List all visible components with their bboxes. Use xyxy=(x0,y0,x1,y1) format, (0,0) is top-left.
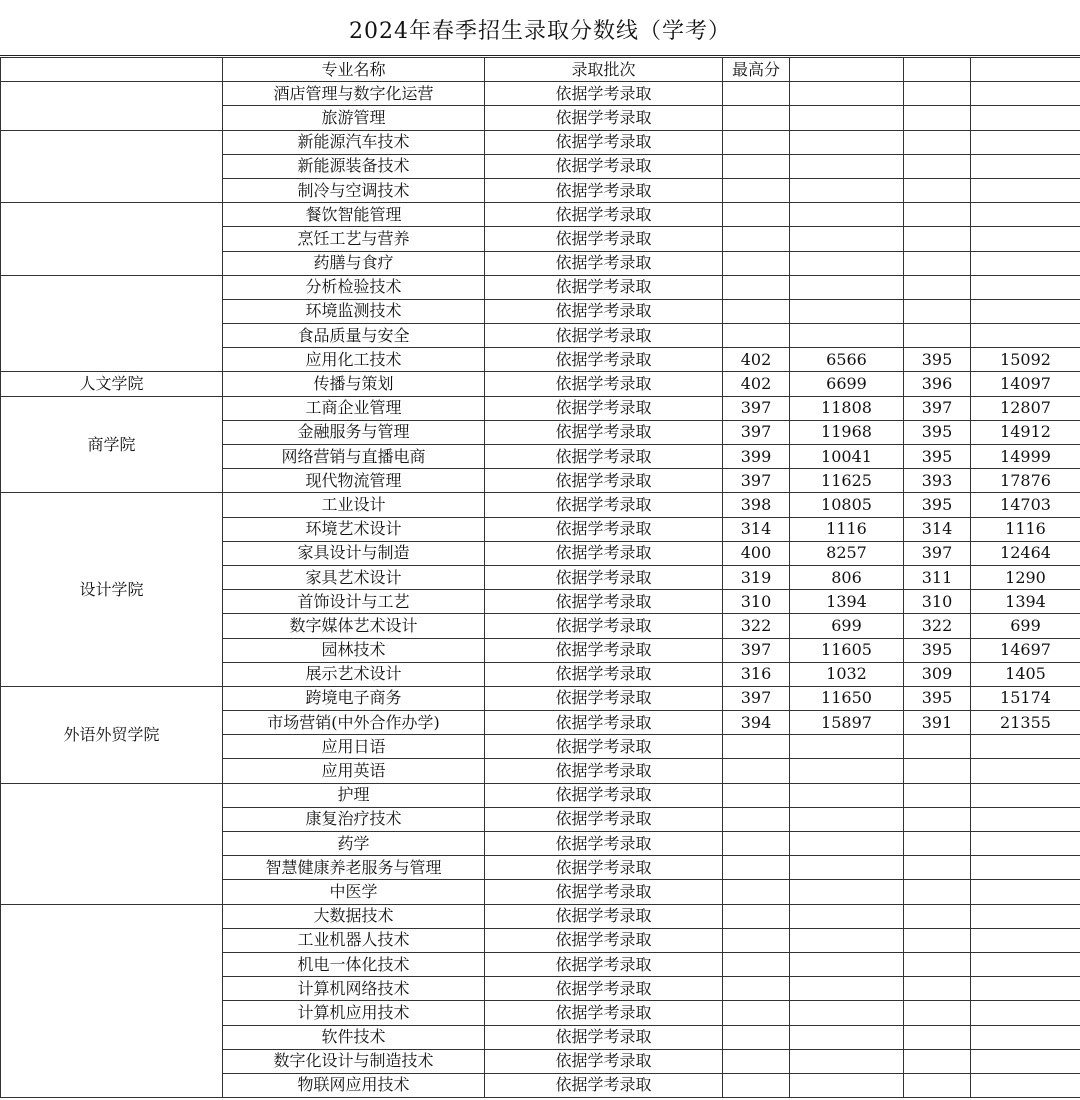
min-rank xyxy=(971,977,1080,1001)
admission-batch: 依据学考录取 xyxy=(485,735,723,759)
major-name: 烹饪工艺与营养 xyxy=(223,227,485,251)
max-score xyxy=(723,154,790,178)
college-name xyxy=(1,82,223,130)
min-score xyxy=(904,807,971,831)
major-name: 跨境电子商务 xyxy=(223,686,485,710)
major-name: 物联网应用技术 xyxy=(223,1073,485,1097)
min-score xyxy=(904,1025,971,1049)
min-score xyxy=(904,928,971,952)
min-rank: 699 xyxy=(971,614,1080,638)
header-min-score xyxy=(904,58,971,82)
admission-batch: 依据学考录取 xyxy=(485,614,723,638)
major-name: 金融服务与管理 xyxy=(223,420,485,444)
header-max-score: 最高分 xyxy=(723,58,790,82)
max-score xyxy=(723,1001,790,1025)
major-name: 中医学 xyxy=(223,880,485,904)
max-rank: 8257 xyxy=(790,541,904,565)
college-name xyxy=(1,203,223,276)
admission-batch: 依据学考录取 xyxy=(485,928,723,952)
max-rank xyxy=(790,1001,904,1025)
max-rank: 6699 xyxy=(790,372,904,396)
max-score xyxy=(723,759,790,783)
admission-batch: 依据学考录取 xyxy=(485,154,723,178)
admission-batch: 依据学考录取 xyxy=(485,711,723,735)
max-rank xyxy=(790,952,904,976)
min-rank xyxy=(971,227,1080,251)
min-score xyxy=(904,82,971,106)
min-rank: 12464 xyxy=(971,541,1080,565)
major-name: 机电一体化技术 xyxy=(223,952,485,976)
max-score xyxy=(723,783,790,807)
admission-batch: 依据学考录取 xyxy=(485,227,723,251)
major-name: 制冷与空调技术 xyxy=(223,178,485,202)
min-score xyxy=(904,251,971,275)
max-score: 398 xyxy=(723,493,790,517)
min-rank xyxy=(971,130,1080,154)
major-name: 传播与策划 xyxy=(223,372,485,396)
min-rank xyxy=(971,275,1080,299)
max-rank xyxy=(790,154,904,178)
admission-batch: 依据学考录取 xyxy=(485,420,723,444)
major-name: 康复治疗技术 xyxy=(223,807,485,831)
admission-batch: 依据学考录取 xyxy=(485,662,723,686)
max-rank: 11808 xyxy=(790,396,904,420)
max-score xyxy=(723,178,790,202)
max-rank: 1032 xyxy=(790,662,904,686)
min-rank: 14999 xyxy=(971,445,1080,469)
admission-batch: 依据学考录取 xyxy=(485,880,723,904)
max-rank xyxy=(790,1049,904,1073)
admission-batch: 依据学考录取 xyxy=(485,372,723,396)
max-rank: 11968 xyxy=(790,420,904,444)
max-score xyxy=(723,130,790,154)
min-score xyxy=(904,1073,971,1097)
max-score: 397 xyxy=(723,469,790,493)
max-score xyxy=(723,82,790,106)
major-name: 护理 xyxy=(223,783,485,807)
min-rank xyxy=(971,880,1080,904)
admission-batch: 依据学考录取 xyxy=(485,565,723,589)
admission-batch: 依据学考录取 xyxy=(485,541,723,565)
admission-batch: 依据学考录取 xyxy=(485,251,723,275)
min-score: 396 xyxy=(904,372,971,396)
major-name: 旅游管理 xyxy=(223,106,485,130)
major-name: 分析检验技术 xyxy=(223,275,485,299)
admission-batch: 依据学考录取 xyxy=(485,275,723,299)
min-rank xyxy=(971,783,1080,807)
min-score xyxy=(904,130,971,154)
major-name: 工商企业管理 xyxy=(223,396,485,420)
admission-batch: 依据学考录取 xyxy=(485,759,723,783)
min-rank xyxy=(971,203,1080,227)
min-score xyxy=(904,106,971,130)
major-name: 新能源汽车技术 xyxy=(223,130,485,154)
min-score: 395 xyxy=(904,493,971,517)
admission-batch: 依据学考录取 xyxy=(485,590,723,614)
admission-batch: 依据学考录取 xyxy=(485,299,723,323)
min-rank xyxy=(971,178,1080,202)
college-name xyxy=(1,783,223,904)
min-rank xyxy=(971,807,1080,831)
min-rank xyxy=(971,1073,1080,1097)
admission-batch: 依据学考录取 xyxy=(485,952,723,976)
title-bar xyxy=(0,0,1080,56)
max-score: 310 xyxy=(723,590,790,614)
max-rank xyxy=(790,324,904,348)
min-score xyxy=(904,904,971,928)
college-name: 设计学院 xyxy=(1,493,223,687)
max-rank xyxy=(790,783,904,807)
page-title: 2024年春季招生录取分数线（学考） xyxy=(349,19,731,44)
min-rank xyxy=(971,82,1080,106)
min-rank xyxy=(971,832,1080,856)
admission-batch: 依据学考录取 xyxy=(485,130,723,154)
major-name: 应用日语 xyxy=(223,735,485,759)
max-rank xyxy=(790,856,904,880)
max-score xyxy=(723,856,790,880)
admission-batch: 依据学考录取 xyxy=(485,324,723,348)
max-score: 314 xyxy=(723,517,790,541)
max-rank: 1394 xyxy=(790,590,904,614)
table-row xyxy=(1,82,1080,106)
min-score xyxy=(904,203,971,227)
max-score xyxy=(723,880,790,904)
max-score xyxy=(723,928,790,952)
major-name: 市场营销(中外合作办学) xyxy=(223,711,485,735)
min-rank xyxy=(971,856,1080,880)
min-rank: 1405 xyxy=(971,662,1080,686)
max-rank xyxy=(790,251,904,275)
max-rank xyxy=(790,1073,904,1097)
max-score: 397 xyxy=(723,396,790,420)
major-name: 新能源装备技术 xyxy=(223,154,485,178)
min-score xyxy=(904,275,971,299)
max-rank xyxy=(790,275,904,299)
major-name: 应用英语 xyxy=(223,759,485,783)
min-rank xyxy=(971,299,1080,323)
max-rank xyxy=(790,227,904,251)
min-rank: 15092 xyxy=(971,348,1080,372)
max-rank xyxy=(790,299,904,323)
admission-batch: 依据学考录取 xyxy=(485,348,723,372)
max-score xyxy=(723,203,790,227)
admission-batch: 依据学考录取 xyxy=(485,469,723,493)
max-rank xyxy=(790,82,904,106)
admission-batch: 依据学考录取 xyxy=(485,445,723,469)
major-name: 计算机应用技术 xyxy=(223,1001,485,1025)
admission-batch: 依据学考录取 xyxy=(485,1025,723,1049)
college-name: 商学院 xyxy=(1,396,223,493)
max-rank: 15897 xyxy=(790,711,904,735)
min-score xyxy=(904,832,971,856)
max-score: 402 xyxy=(723,348,790,372)
max-rank: 1116 xyxy=(790,517,904,541)
min-rank xyxy=(971,324,1080,348)
college-name xyxy=(1,904,223,1098)
min-rank xyxy=(971,1001,1080,1025)
major-name: 工业机器人技术 xyxy=(223,928,485,952)
college-name: 外语外贸学院 xyxy=(1,686,223,783)
min-score: 393 xyxy=(904,469,971,493)
max-score: 397 xyxy=(723,686,790,710)
max-score xyxy=(723,952,790,976)
max-rank xyxy=(790,178,904,202)
min-score xyxy=(904,227,971,251)
max-score xyxy=(723,977,790,1001)
major-name: 现代物流管理 xyxy=(223,469,485,493)
major-name: 展示艺术设计 xyxy=(223,662,485,686)
admission-batch: 依据学考录取 xyxy=(485,686,723,710)
major-name: 环境艺术设计 xyxy=(223,517,485,541)
max-score: 322 xyxy=(723,614,790,638)
table-row xyxy=(1,493,1080,517)
min-rank xyxy=(971,251,1080,275)
max-score xyxy=(723,251,790,275)
min-rank: 14912 xyxy=(971,420,1080,444)
table-row xyxy=(1,396,1080,420)
max-rank xyxy=(790,203,904,227)
max-score xyxy=(723,904,790,928)
min-score xyxy=(904,977,971,1001)
min-rank: 12807 xyxy=(971,396,1080,420)
min-score: 395 xyxy=(904,686,971,710)
min-score: 397 xyxy=(904,396,971,420)
header-college xyxy=(1,58,223,82)
min-score xyxy=(904,735,971,759)
table-row xyxy=(1,130,1080,154)
max-rank xyxy=(790,130,904,154)
admission-score-table xyxy=(0,57,1080,1098)
max-rank xyxy=(790,807,904,831)
min-rank xyxy=(971,928,1080,952)
admission-batch: 依据学考录取 xyxy=(485,517,723,541)
min-rank: 21355 xyxy=(971,711,1080,735)
table-header-row xyxy=(1,58,1080,82)
table-row xyxy=(1,783,1080,807)
max-rank: 11650 xyxy=(790,686,904,710)
header-major: 专业名称 xyxy=(223,58,485,82)
max-score xyxy=(723,227,790,251)
min-score: 322 xyxy=(904,614,971,638)
max-score: 400 xyxy=(723,541,790,565)
major-name: 食品质量与安全 xyxy=(223,324,485,348)
admission-batch: 依据学考录取 xyxy=(485,904,723,928)
max-score: 394 xyxy=(723,711,790,735)
major-name: 智慧健康养老服务与管理 xyxy=(223,856,485,880)
min-rank: 1116 xyxy=(971,517,1080,541)
header-max-rank xyxy=(790,58,904,82)
max-score xyxy=(723,324,790,348)
min-score: 311 xyxy=(904,565,971,589)
admission-batch: 依据学考录取 xyxy=(485,856,723,880)
major-name: 网络营销与直播电商 xyxy=(223,445,485,469)
major-name: 应用化工技术 xyxy=(223,348,485,372)
max-score xyxy=(723,1025,790,1049)
admission-batch: 依据学考录取 xyxy=(485,977,723,1001)
min-score xyxy=(904,952,971,976)
major-name: 软件技术 xyxy=(223,1025,485,1049)
admission-batch: 依据学考录取 xyxy=(485,783,723,807)
min-score xyxy=(904,783,971,807)
min-score xyxy=(904,178,971,202)
min-rank: 14097 xyxy=(971,372,1080,396)
table-row xyxy=(1,203,1080,227)
major-name: 家具艺术设计 xyxy=(223,565,485,589)
max-rank: 10805 xyxy=(790,493,904,517)
max-rank xyxy=(790,904,904,928)
major-name: 环境监测技术 xyxy=(223,299,485,323)
min-score xyxy=(904,154,971,178)
min-rank: 1394 xyxy=(971,590,1080,614)
admission-batch: 依据学考录取 xyxy=(485,396,723,420)
admission-batch: 依据学考录取 xyxy=(485,832,723,856)
max-rank xyxy=(790,106,904,130)
min-score: 395 xyxy=(904,638,971,662)
min-rank xyxy=(971,952,1080,976)
max-score: 319 xyxy=(723,565,790,589)
max-rank: 11625 xyxy=(790,469,904,493)
min-rank xyxy=(971,735,1080,759)
max-rank xyxy=(790,1025,904,1049)
major-name: 数字化设计与制造技术 xyxy=(223,1049,485,1073)
max-rank xyxy=(790,977,904,1001)
min-rank xyxy=(971,1049,1080,1073)
college-name xyxy=(1,275,223,372)
min-score xyxy=(904,299,971,323)
admission-batch: 依据学考录取 xyxy=(485,1073,723,1097)
max-score xyxy=(723,1073,790,1097)
min-rank xyxy=(971,106,1080,130)
admission-batch: 依据学考录取 xyxy=(485,1001,723,1025)
admission-batch: 依据学考录取 xyxy=(485,807,723,831)
min-rank: 15174 xyxy=(971,686,1080,710)
max-score: 397 xyxy=(723,638,790,662)
max-score xyxy=(723,275,790,299)
max-score: 397 xyxy=(723,420,790,444)
header-min-rank xyxy=(971,58,1080,82)
major-name: 家具设计与制造 xyxy=(223,541,485,565)
min-score xyxy=(904,880,971,904)
min-score: 391 xyxy=(904,711,971,735)
min-rank xyxy=(971,1025,1080,1049)
max-rank xyxy=(790,880,904,904)
min-score: 395 xyxy=(904,420,971,444)
max-score: 399 xyxy=(723,445,790,469)
min-score: 395 xyxy=(904,348,971,372)
max-rank xyxy=(790,759,904,783)
min-score xyxy=(904,759,971,783)
min-score: 397 xyxy=(904,541,971,565)
college-name: 人文学院 xyxy=(1,372,223,396)
table-row xyxy=(1,372,1080,396)
major-name: 大数据技术 xyxy=(223,904,485,928)
admission-batch: 依据学考录取 xyxy=(485,493,723,517)
max-rank: 806 xyxy=(790,565,904,589)
major-name: 首饰设计与工艺 xyxy=(223,590,485,614)
admission-batch: 依据学考录取 xyxy=(485,638,723,662)
admission-batch: 依据学考录取 xyxy=(485,106,723,130)
min-score xyxy=(904,856,971,880)
max-rank: 10041 xyxy=(790,445,904,469)
min-rank: 14703 xyxy=(971,493,1080,517)
major-name: 餐饮智能管理 xyxy=(223,203,485,227)
min-rank: 14697 xyxy=(971,638,1080,662)
max-rank: 699 xyxy=(790,614,904,638)
min-score: 309 xyxy=(904,662,971,686)
max-rank xyxy=(790,832,904,856)
max-score xyxy=(723,735,790,759)
major-name: 园林技术 xyxy=(223,638,485,662)
min-score: 395 xyxy=(904,445,971,469)
table-row xyxy=(1,904,1080,928)
max-score xyxy=(723,299,790,323)
min-score: 314 xyxy=(904,517,971,541)
min-score xyxy=(904,1001,971,1025)
min-score xyxy=(904,1049,971,1073)
max-score xyxy=(723,106,790,130)
max-rank xyxy=(790,735,904,759)
admission-batch: 依据学考录取 xyxy=(485,1049,723,1073)
table-row xyxy=(1,686,1080,710)
major-name: 药学 xyxy=(223,832,485,856)
max-score xyxy=(723,807,790,831)
min-score: 310 xyxy=(904,590,971,614)
table-body xyxy=(1,82,1080,1098)
header-batch: 录取批次 xyxy=(485,58,723,82)
min-rank: 1290 xyxy=(971,565,1080,589)
max-score: 402 xyxy=(723,372,790,396)
major-name: 数字媒体艺术设计 xyxy=(223,614,485,638)
max-rank: 6566 xyxy=(790,348,904,372)
table-row xyxy=(1,275,1080,299)
min-rank: 17876 xyxy=(971,469,1080,493)
college-name xyxy=(1,130,223,203)
min-rank xyxy=(971,154,1080,178)
major-name: 药膳与食疗 xyxy=(223,251,485,275)
max-score xyxy=(723,1049,790,1073)
min-rank xyxy=(971,759,1080,783)
major-name: 酒店管理与数字化运营 xyxy=(223,82,485,106)
max-score xyxy=(723,832,790,856)
admission-batch: 依据学考录取 xyxy=(485,178,723,202)
admission-batch: 依据学考录取 xyxy=(485,203,723,227)
admission-batch: 依据学考录取 xyxy=(485,82,723,106)
max-rank: 11605 xyxy=(790,638,904,662)
major-name: 计算机网络技术 xyxy=(223,977,485,1001)
min-score xyxy=(904,324,971,348)
max-rank xyxy=(790,928,904,952)
max-score: 316 xyxy=(723,662,790,686)
min-rank xyxy=(971,904,1080,928)
major-name: 工业设计 xyxy=(223,493,485,517)
